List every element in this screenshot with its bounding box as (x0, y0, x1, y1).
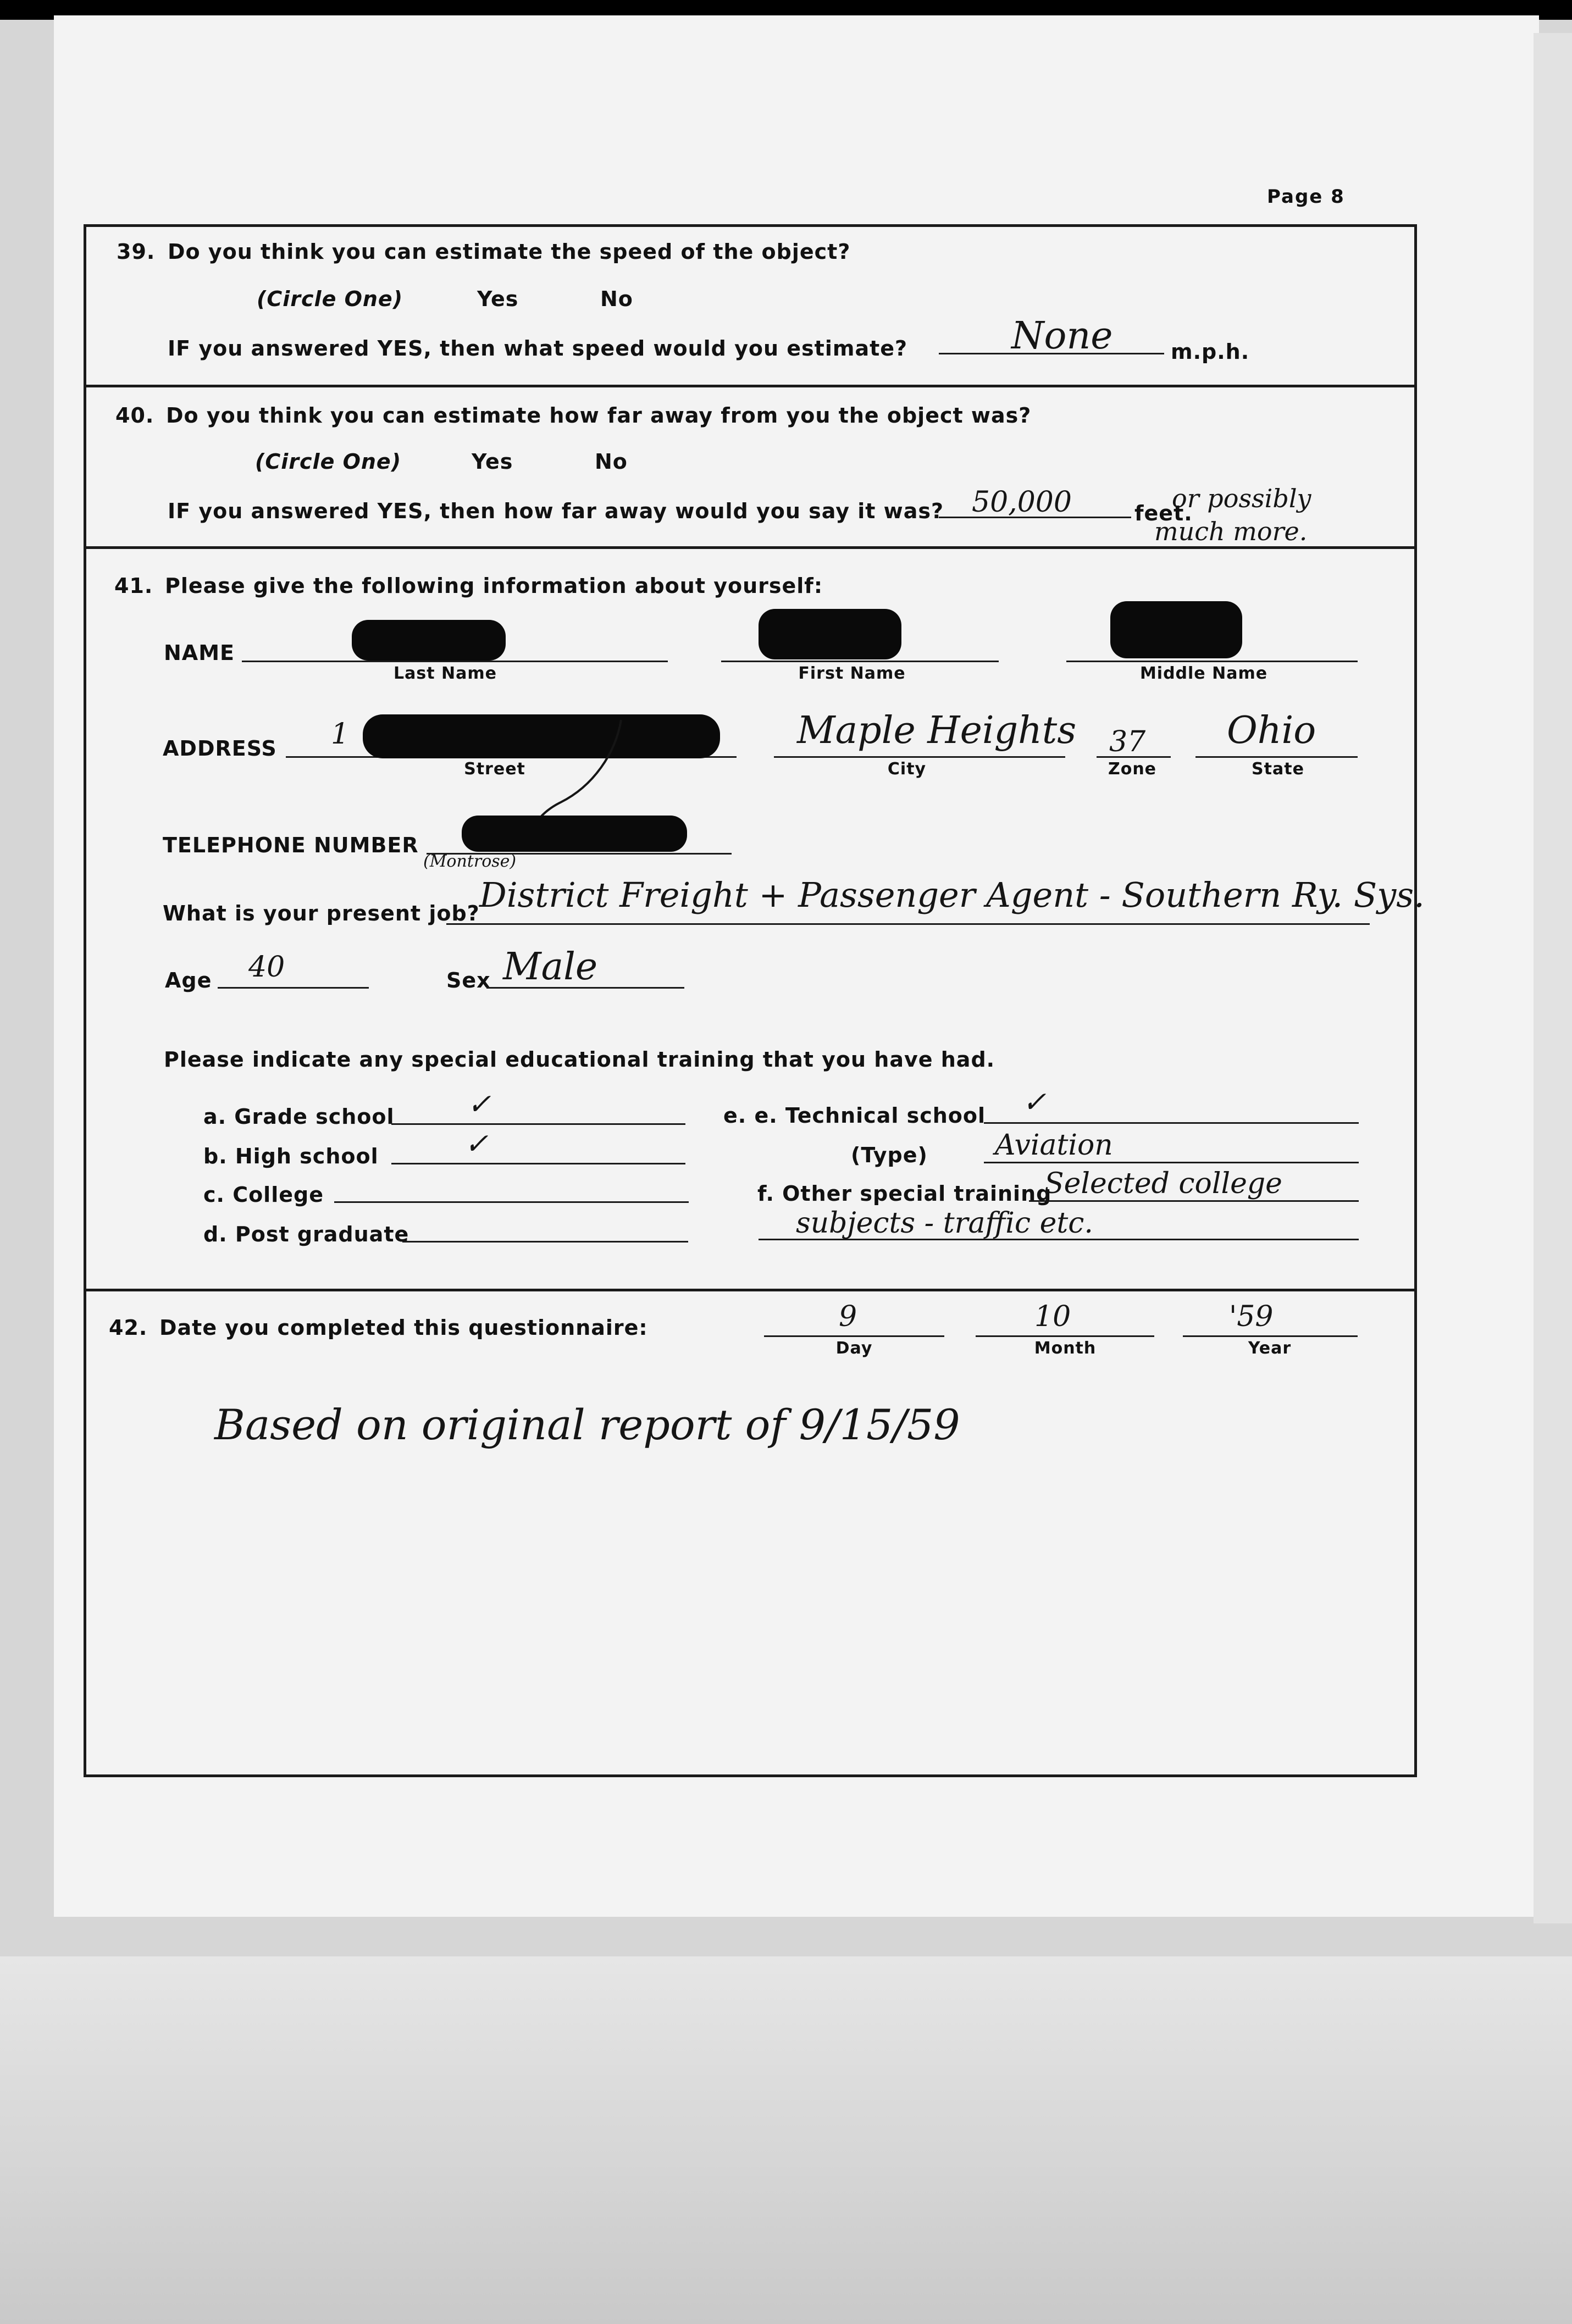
first-name-caption: First Name (798, 664, 906, 683)
q40-no-option: No (595, 450, 628, 474)
type-value: Aviation (995, 1129, 1113, 1162)
grade-school-check: ✓ (467, 1088, 491, 1121)
day-line (764, 1335, 944, 1337)
type-label: (Type) (851, 1143, 928, 1167)
year-value: '59 (1229, 1300, 1274, 1333)
technical-school-label: e. e. Technical school (723, 1103, 986, 1128)
job-value: District Freight + Passenger Agent - Southern Ry. Sys. (479, 875, 1425, 915)
technical-school-line (984, 1122, 1359, 1124)
age-value: 40 (248, 951, 285, 984)
technical-school-check: ✓ (1022, 1086, 1047, 1119)
redaction-middle-name (1110, 601, 1242, 658)
other-training-line (1029, 1200, 1359, 1202)
q42-number: 42. (109, 1316, 148, 1340)
city-line (774, 756, 1065, 758)
first-name-line (721, 661, 999, 662)
page-number: Page 8 (1267, 186, 1345, 208)
day-caption: Day (835, 1339, 873, 1358)
divider (84, 546, 1417, 549)
age-label: Age (165, 968, 212, 992)
underlying-sheet (0, 1956, 1572, 2324)
scan-edge-shadow (1534, 33, 1572, 1923)
age-line (218, 987, 369, 989)
month-line (976, 1335, 1154, 1337)
high-school-check: ✓ (464, 1128, 489, 1161)
q39-circle-one: (Circle One) (257, 287, 403, 311)
q42-question: Date you completed this questionnaire: (159, 1316, 648, 1340)
day-value: 9 (839, 1300, 857, 1333)
distance-unit: feet. (1134, 501, 1193, 525)
address-label: ADDRESS (163, 736, 277, 761)
pen-stroke (539, 714, 638, 819)
speed-unit: m.p.h. (1171, 340, 1250, 364)
sex-label: Sex (446, 968, 491, 992)
grade-school-label: a. Grade school (203, 1105, 395, 1129)
footnote-handwritten: Based on original report of 9/15/59 (214, 1400, 960, 1449)
telephone-note: (Montrose) (423, 852, 517, 871)
state-value: Ohio (1227, 709, 1316, 752)
post-graduate-label: d. Post graduate (203, 1222, 409, 1246)
type-line (984, 1162, 1359, 1163)
high-school-line (391, 1163, 685, 1164)
q41-intro: Please give the following information about yourself: (165, 574, 823, 598)
divider (84, 1289, 1417, 1291)
city-caption: City (887, 759, 927, 779)
high-school-label: b. High school (203, 1144, 379, 1168)
redaction-last-name (352, 620, 506, 661)
college-label: c. College (203, 1183, 324, 1207)
q39-question: Do you think you can estimate the speed of the object? (168, 240, 851, 264)
month-value: 10 (1034, 1300, 1071, 1333)
other-training-label: f. Other special training (757, 1182, 1052, 1206)
q40-yes-option: Yes (472, 450, 513, 474)
middle-name-caption: Middle Name (1139, 664, 1268, 683)
last-name-line (242, 661, 668, 662)
q40-question: Do you think you can estimate how far away from you the object was? (166, 403, 1032, 428)
zone-value: 37 (1109, 725, 1146, 758)
last-name-caption: Last Name (394, 664, 497, 683)
q39-number: 39. (117, 240, 156, 264)
job-line (446, 923, 1370, 925)
distance-note-line2: much more. (1154, 517, 1308, 546)
city-value: Maple Heights (797, 709, 1077, 752)
name-label: NAME (164, 641, 235, 665)
grade-school-line (391, 1123, 685, 1125)
distance-note-line1: or possibly (1172, 484, 1311, 513)
other-training-value-2: subjects - traffic etc. (796, 1207, 1093, 1240)
redaction-first-name (759, 609, 901, 659)
telephone-label: TELEPHONE NUMBER (163, 833, 419, 857)
sex-value: Male (503, 945, 598, 989)
q40-number: 40. (115, 403, 154, 428)
distance-answer: 50,000 (972, 486, 1072, 519)
job-label: What is your present job? (163, 901, 480, 925)
year-caption: Year (1248, 1339, 1292, 1358)
street-value: 1 (331, 718, 350, 751)
q41-number: 41. (114, 574, 153, 598)
state-line (1195, 756, 1358, 758)
college-line (334, 1201, 689, 1203)
redaction-telephone (462, 816, 687, 852)
post-graduate-line (402, 1241, 688, 1243)
state-caption: State (1252, 759, 1304, 779)
speed-answer: None (1011, 314, 1113, 358)
zone-caption: Zone (1108, 759, 1157, 779)
training-intro: Please indicate any special educational training that you have had. (164, 1047, 995, 1072)
q40-followup: IF you answered YES, then how far away would you say it was? (168, 499, 944, 523)
divider (84, 385, 1417, 387)
middle-name-line (1066, 661, 1358, 662)
q39-yes-option: Yes (477, 287, 519, 311)
other-training-value-1: Selected college (1044, 1167, 1282, 1200)
month-caption: Month (1034, 1339, 1097, 1358)
q39-no-option: No (600, 287, 633, 311)
q39-followup: IF you answered YES, then what speed would you estimate? (168, 336, 908, 360)
street-caption: Street (464, 759, 525, 779)
year-line (1183, 1335, 1358, 1337)
q40-circle-one: (Circle One) (255, 450, 402, 474)
